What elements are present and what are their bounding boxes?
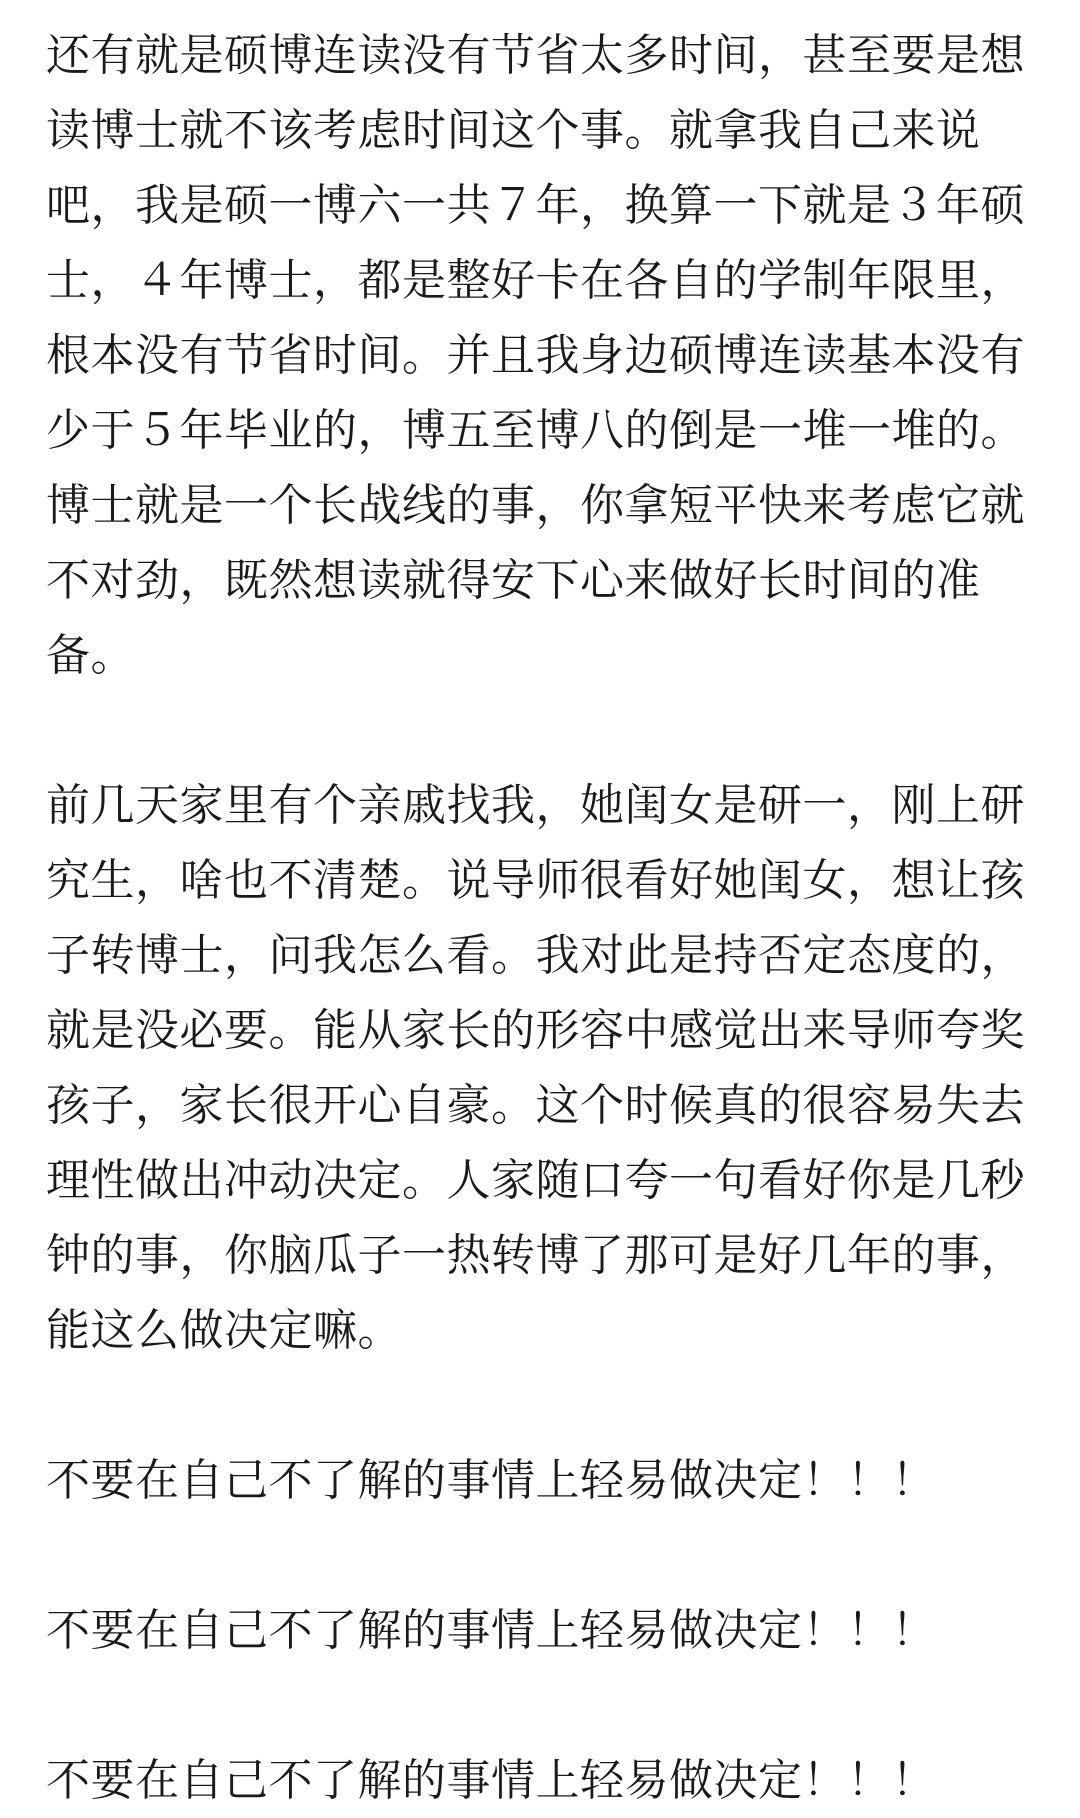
warning-line-2: 不要在自己不了解的事情上轻易做决定！！！ [46,1605,936,1656]
paragraph-spacer [46,693,1034,768]
warning-line-1: 不要在自己不了解的事情上轻易做决定！！！ [46,1455,936,1506]
warning-line-3: 不要在自己不了解的事情上轻易做决定！！！ [46,1755,936,1806]
paragraph-relative-story: 前几天家里有个亲戚找我，她闺女是研一，刚上研究生，啥也不清楚。说导师很看好她闺女，想让孩子转博士，问我怎么看。我对此是持否定态度的，就是没必要。能从家长的形容中感觉出来导师夸奖孩子，家长很开心自豪。这个时候真的很容易失去理性做出冲动决定。人家随口夸一句看好你是几秒钟的事，你脑瓜子一热转博了那可是好几年的事，能这么做决定嘛。 [46,780,1025,1356]
paragraph-spacer [46,1518,1034,1593]
paragraph-spacer [46,1668,1034,1743]
paragraph-time-cost: 还有就是硕博连读没有节省太多时间，甚至要是想读博士就不该考虑时间这个事。就拿我自己来说吧，我是硕一博六一共７年，换算一下就是３年硕士，４年博士，都是整好卡在各自的学制年限里，根本没有节省时间。并且我身边硕博连读基本没有少于５年毕业的，博五至博八的倒是一堆一堆的。博士就是一个长战线的事，你拿短平快来考虑它就不对劲，既然想读就得安下心来做好长时间的准备。 [46,30,1025,681]
paragraph-spacer [46,1368,1034,1443]
